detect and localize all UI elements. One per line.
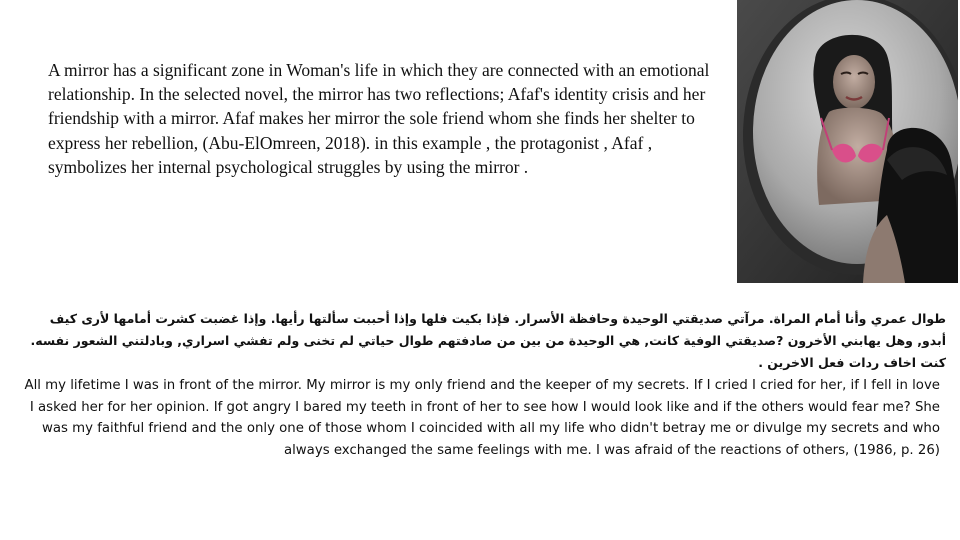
reflection-face xyxy=(833,55,875,109)
english-quote: All my lifetime I was in front of the mirror. My mirror is my only friend and the keeper of my secrets. If I cried I cried for her, if I fell in love I asked her for her opinion. If got angry I bared my teeth in front of her to see how I would look like and if the others would fear me? She was my faithful friend and the only one of those whom I coincided with all my life who didn't betray me or divulge my secrets and who always exchanged the same feelings with me. I was afraid of the reactions of others, (1986, p. 26) xyxy=(24,378,940,458)
woman-mirror-photo xyxy=(737,0,958,283)
arabic-quote: طوال عمري وأنا أمام المراة. مرآتي صديقتي الوحيدة وحافظة الأسرار. فإذا بكيت فلها وإذا أحببت سألتها رأيها. وإذا غضبت كشرت أمامها لأرى كيف أبدو, وهل يهابني الأخرون ?صديقتي الوفية كانت, هي الوحيدة من بين من صادفتهم طوال حياتي لم تخنى ولم تفشي اسراري, وبادلتني الشعور نفسه. كنت اخاف ردات فعل الاخرين . xyxy=(30,311,946,370)
intro-paragraph: A mirror has a significant zone in Woman's life in which they are connected with an emotional relationship. In the selected novel, the mirror has two reflections; Afaf's identity crisis and her friendship with a mirror. Afaf makes her mirror the sole friend whom she finds her shelter to express her rebellion, (Abu-ElOmreen, 2018). in this example , the protagonist , Afaf , symbolizes her internal psychological struggles by using the mirror . xyxy=(48,60,710,177)
